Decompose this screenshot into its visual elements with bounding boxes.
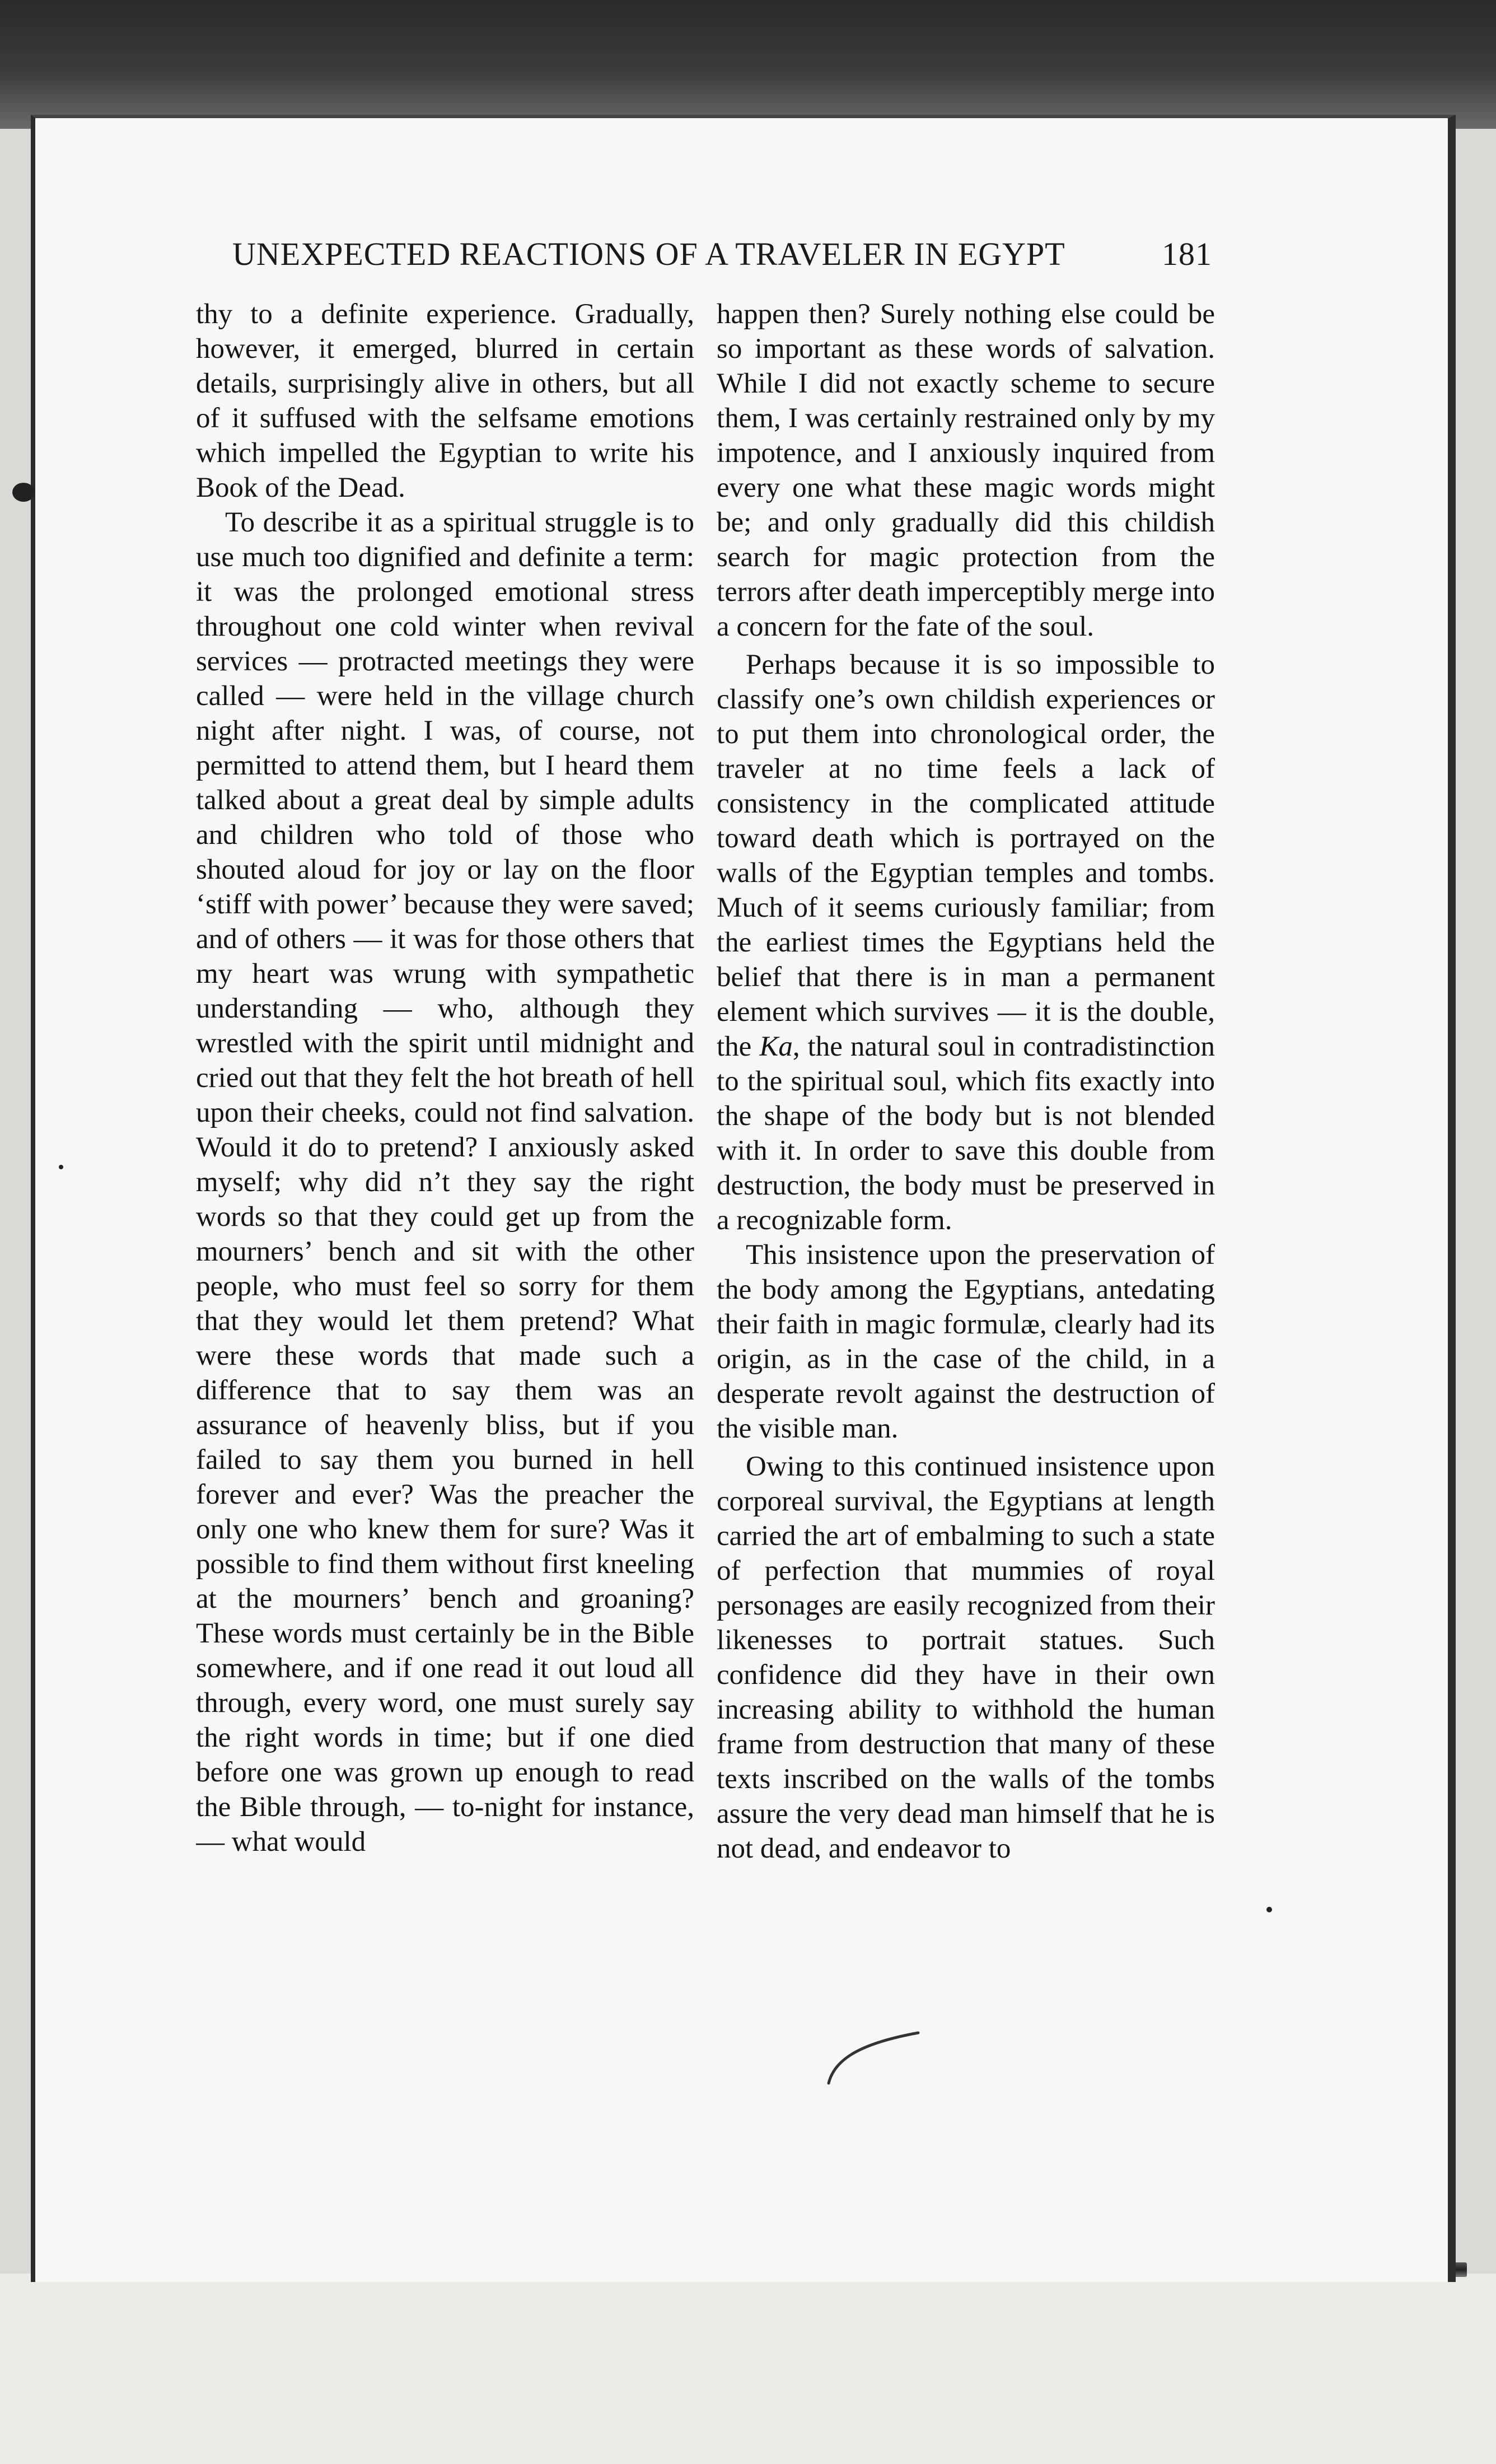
margin-spot-right — [1266, 1907, 1272, 1912]
left-paragraph-1: thy to a definite experience. Gradually, however, it emerged, blurred in certain details, surprisingly alive in others, but all of it suffused with the selfsame emotions which impelled the Egyptian to write his Book of the Dead. — [196, 298, 694, 503]
left-paragraph-2: To describe it as a spiritual struggle is to use much too dignified and definite a term: it was the prolonged emotional stress throughout one cold winter when revival services — protracted meetings they were called — were held in the village church night after night. I was, of course, not permitted to attend them, but I heard them talked about a great deal by simple adults and children who told of those who shouted aloud for joy or lay on the floor ‘stiff with power’ because they were saved; and of others — it was for those others that my heart was wrung with sympathetic understanding — who, although they wrestled with the spirit until midnight and cried out that they felt the hot breath of hell upon their cheeks, could not find salvation. Would it do to pretend? I anxiously asked myself; why did n’t they say the right words so that they could get up from the mourners’ bench and sit with the other people, who must feel so sorry for them that they would let them pretend? What were these words that made such a difference that to say them was an assurance of heavenly bliss, but if you failed to say them you burned in hell forever and ever? Was the preacher the only one who knew them for sure? Was it possible to find them without first kneeling at the mourners’ bench and groaning? These words must certainly be in the Bible somewhere, and if one read it out loud all through, every word, one must surely say the right words in time; but if one died before one was grown up enough to read the Bible through, — to-night for instance, — what would — [196, 507, 694, 1858]
right-paragraph-3: This insistence upon the preservation of the body among the Egyptians, antedating their faith in magic formulæ, clearly had its origin, as in the case of the child, in a desperate revolt against the destruction of the visible man. — [717, 1239, 1215, 1444]
right-paragraph-2 — [717, 647, 1215, 1238]
margin-spot-left — [12, 483, 35, 502]
right-paragraph-2-end: , the natural soul in contradistinction to the spiritual soul, which fits exactly into the shape of the body but is not blended with it. In order to save this double from destruction, the body must be preserved in a recognizable form. — [717, 1031, 1215, 1236]
running-header — [232, 235, 1212, 286]
left-column — [196, 297, 694, 2010]
pencil-mark — [823, 2022, 924, 2089]
right-paragraph-1: happen then? Surely nothing else could be so important as these words of salvation. While I did not exactly scheme to secure them, I was certainly restrained only by my impotence, and I anxiously inquired from every one what these magic words might be; and only gradually did this childish search for magic protection from the terrors after death imperceptibly merge into a concern for the fate of the soul. — [717, 298, 1215, 642]
scan-bottom-margin — [0, 2274, 1496, 2464]
right-column — [717, 297, 1215, 2010]
margin-spot-small — [59, 1165, 63, 1169]
page-number: 181 — [1162, 236, 1212, 272]
right-paragraph-4: Owing to this continued insistence upon corporeal survival, the Egyptians at length carried the art of embalming to such a state of perfection that mummies of royal personages are easily recognized from their likenesses to portrait statues. Such confidence did they have in their own increasing ability to withhold the human frame from destruction that many of these texts inscribed on the walls of the tombs assure the very dead man himself that he is not dead, and endeavor to — [717, 1451, 1215, 1864]
ka-term: Ka — [759, 1031, 793, 1062]
right-paragraph-2-start: Perhaps because it is so impossible to classify one’s own childish experiences or to put them into chronological order, the traveler at no time feels a lack of consistency in the complicated attitude toward death which is portrayed on the walls of the Egyptian temples and tombs. Much of it seems curiously familiar; from the earliest times the Egyptians held the belief that there is in man a permanent element which survives — it is the double, the — [717, 649, 1215, 1062]
header-title: UNEXPECTED REACTIONS OF A TRAVELER IN EGYPT — [232, 236, 1065, 272]
scan-top-shadow — [0, 0, 1496, 129]
